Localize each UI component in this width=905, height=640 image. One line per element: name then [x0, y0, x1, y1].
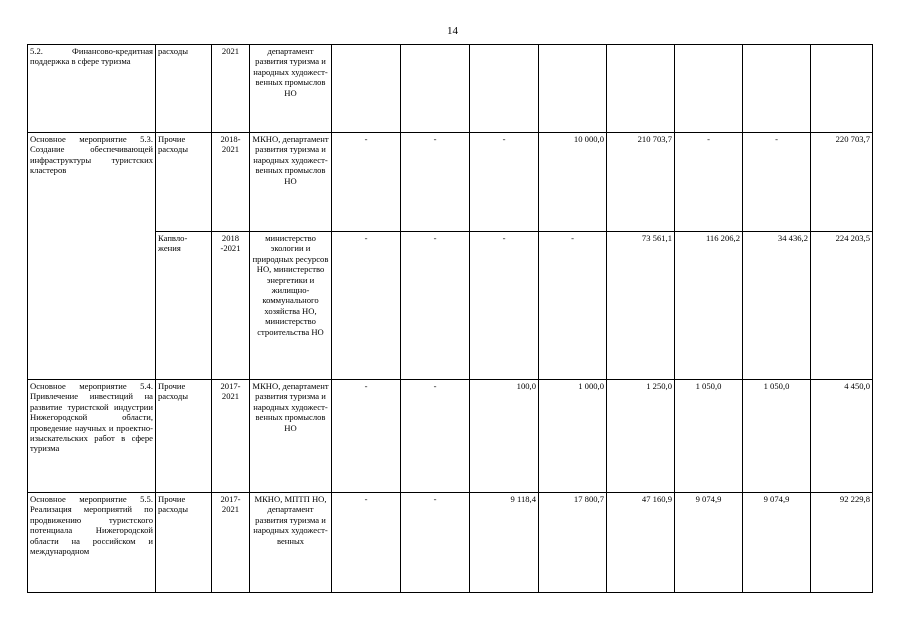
value-cell: -	[401, 232, 470, 380]
value-cell: 1 000,0	[539, 380, 607, 493]
value-cell: -	[470, 133, 539, 232]
years-cell: 2018-2021	[212, 133, 250, 232]
program-funding-table	[27, 44, 873, 593]
executor-cell: министерство экологии и природных ресурсов НО, министерство энергетики и жилищно-коммунального хозяйства НО, министерство строительства НО	[250, 232, 332, 380]
expense-type-cell: Капвло-жения	[156, 232, 212, 380]
value-cell: -	[332, 232, 401, 380]
event-cell: Основное мероприятие 5.3. Создание обеспечивающей инфраструктуры туристских кластеров	[28, 133, 156, 380]
table-row	[28, 493, 873, 593]
table-row	[28, 133, 873, 232]
value-cell: 92 229,8	[811, 493, 873, 593]
expense-type-cell: Прочие расходы	[156, 133, 212, 232]
value-cell: -	[332, 380, 401, 493]
value-cell: 9 118,4	[470, 493, 539, 593]
table-row	[28, 45, 873, 133]
expense-type-cell: Прочие расходы	[156, 493, 212, 593]
value-cell: -	[401, 493, 470, 593]
value-cell: -	[401, 380, 470, 493]
value-cell: 4 450,0	[811, 380, 873, 493]
value-cell	[811, 45, 873, 133]
value-cell	[675, 45, 743, 133]
value-cell: 210 703,7	[607, 133, 675, 232]
value-cell: -	[470, 232, 539, 380]
page-number: 14	[447, 25, 458, 37]
value-cell: 47 160,9	[607, 493, 675, 593]
years-cell: 2018 -2021	[212, 232, 250, 380]
years-cell: 2017-2021	[212, 380, 250, 493]
event-cell: 5.2. Финансово-кредитная поддержка в сфере туризма	[28, 45, 156, 133]
value-cell: 116 206,2	[675, 232, 743, 380]
value-cell: 224 203,5	[811, 232, 873, 380]
table-row	[28, 380, 873, 493]
value-cell: -	[539, 232, 607, 380]
executor-cell: департамент развития туризма и народных художест-венных промыслов НО	[250, 45, 332, 133]
value-cell: -	[401, 133, 470, 232]
value-cell	[743, 45, 811, 133]
value-cell: -	[743, 133, 811, 232]
event-cell: Основное мероприятие 5.5. Реализация мероприятий по продвижению туристского потенциала Нижегородской области на российском и международном	[28, 493, 156, 593]
value-cell: -	[332, 133, 401, 232]
value-cell	[401, 45, 470, 133]
years-cell: 2017-2021	[212, 493, 250, 593]
value-cell: 9 074,9	[675, 493, 743, 593]
value-cell: 73 561,1	[607, 232, 675, 380]
value-cell: 220 703,7	[811, 133, 873, 232]
value-cell: 34 436,2	[743, 232, 811, 380]
years-cell: 2021	[212, 45, 250, 133]
value-cell	[607, 45, 675, 133]
value-cell	[539, 45, 607, 133]
expense-type-cell: Прочие расходы	[156, 380, 212, 493]
value-cell: 10 000,0	[539, 133, 607, 232]
event-cell: Основное мероприятие 5.4. Привлечение инвестиций на развитие туристской индустрии Нижегородской области, проведение научных и проектно-изыскательских работ в сфере туризма	[28, 380, 156, 493]
value-cell	[332, 45, 401, 133]
value-cell	[470, 45, 539, 133]
expense-type-cell: расходы	[156, 45, 212, 133]
executor-cell: МКНО, департамент развития туризма и народных художест-венных промыслов НО	[250, 133, 332, 232]
value-cell: 1 050,0	[675, 380, 743, 493]
value-cell: 100,0	[470, 380, 539, 493]
value-cell: 1 250,0	[607, 380, 675, 493]
value-cell: -	[675, 133, 743, 232]
value-cell: 9 074,9	[743, 493, 811, 593]
executor-cell: МКНО, МПТП НО, департамент развития туризма и народных художест-венных	[250, 493, 332, 593]
value-cell: 1 050,0	[743, 380, 811, 493]
executor-cell: МКНО, департамент развития туризма и народных художест-венных промыслов НО	[250, 380, 332, 493]
value-cell: 17 800,7	[539, 493, 607, 593]
value-cell: -	[332, 493, 401, 593]
